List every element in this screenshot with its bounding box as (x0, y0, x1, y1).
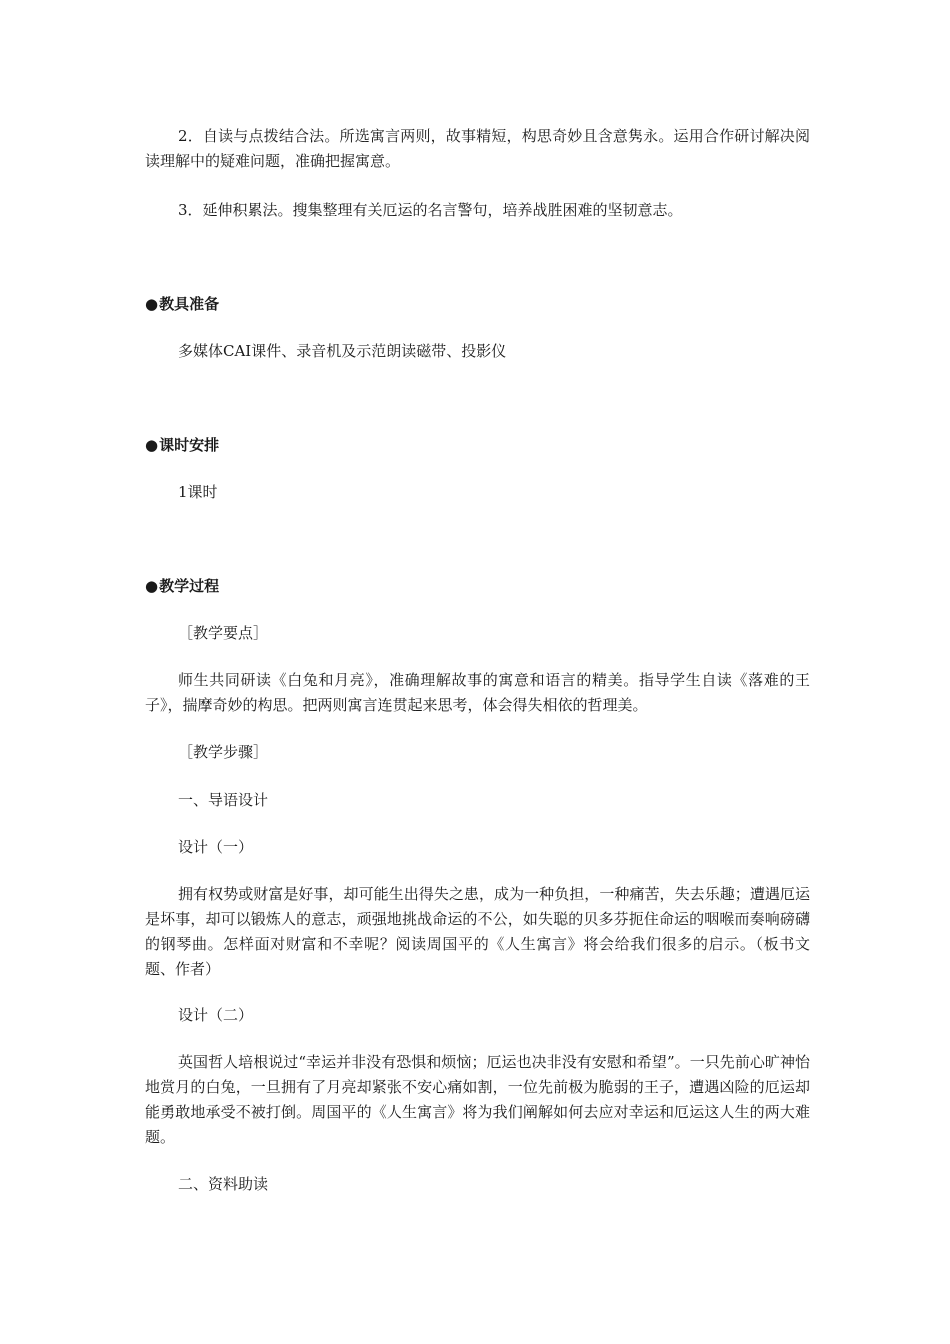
step-2-title: 二、资料助读 (178, 1175, 269, 1193)
bullet-icon: ● (145, 295, 159, 313)
section-title: 课时安排 (159, 436, 220, 454)
schedule-text: 1课时 (178, 483, 218, 501)
key-points-text: 师生共同研读《白兔和月亮》，准确理解故事的寓意和语言的精美。指导学生自读《落难的王子》，揣摩奇妙的构思。把两则寓言连贯起来思考，体会得失相依的哲理美。 (145, 671, 810, 714)
section-title: 教具准备 (159, 295, 220, 313)
section-heading-process (145, 574, 810, 599)
design-2-text: 英国哲人培根说过“幸运并非没有恐惧和烦恼；厄运也决非没有安慰和希望”。一只先前心旷神怡地赏月的白兔，一旦拥有了月亮却紧张不安心痛如割，一位先前极为脆弱的王子，遭遇凶险的厄运却能勇敢地承受不被打倒。周国平的《人生寓言》将为我们阐解如何去应对幸运和厄运这人生的两大难题。 (145, 1053, 810, 1146)
design-1-label: 设计（一） (178, 838, 254, 856)
design-1-text: 拥有权势或财富是好事，却可能生出得失之患，成为一种负担，一种痛苦，失去乐趣；遭遇厄运是坏事，却可以锻炼人的意志，顽强地挑战命运的不公，如失聪的贝多芬扼住命运的咽喉而奏响磅礴的钢琴曲。怎样面对财富和不幸呢？阅读周国平的《人生寓言》将会给我们很多的启示。（板书文题、作者） (145, 885, 810, 978)
design-2-label: 设计（二） (178, 1006, 254, 1024)
materials-text: 多媒体CAI课件、录音机及示范朗读磁带、投影仪 (178, 342, 507, 360)
section-heading-schedule (145, 433, 810, 458)
method-item-2: 2．自读与点拨结合法。所选寓言两则，故事精短，构思奇妙且含意隽永。运用合作研讨解决阅读理解中的疑难问题，准确把握寓意。 (145, 127, 810, 170)
step-1-title: 一、导语设计 (178, 791, 269, 809)
section-heading-materials (145, 292, 810, 317)
steps-label: ［教学步骤］ (178, 743, 269, 761)
section-title: 教学过程 (159, 577, 220, 595)
bullet-icon: ● (145, 577, 159, 595)
method-item-3: 3．延伸积累法。搜集整理有关厄运的名言警句，培养战胜困难的坚韧意志。 (178, 201, 683, 219)
bullet-icon: ● (145, 436, 159, 454)
key-points-label: ［教学要点］ (178, 624, 269, 642)
